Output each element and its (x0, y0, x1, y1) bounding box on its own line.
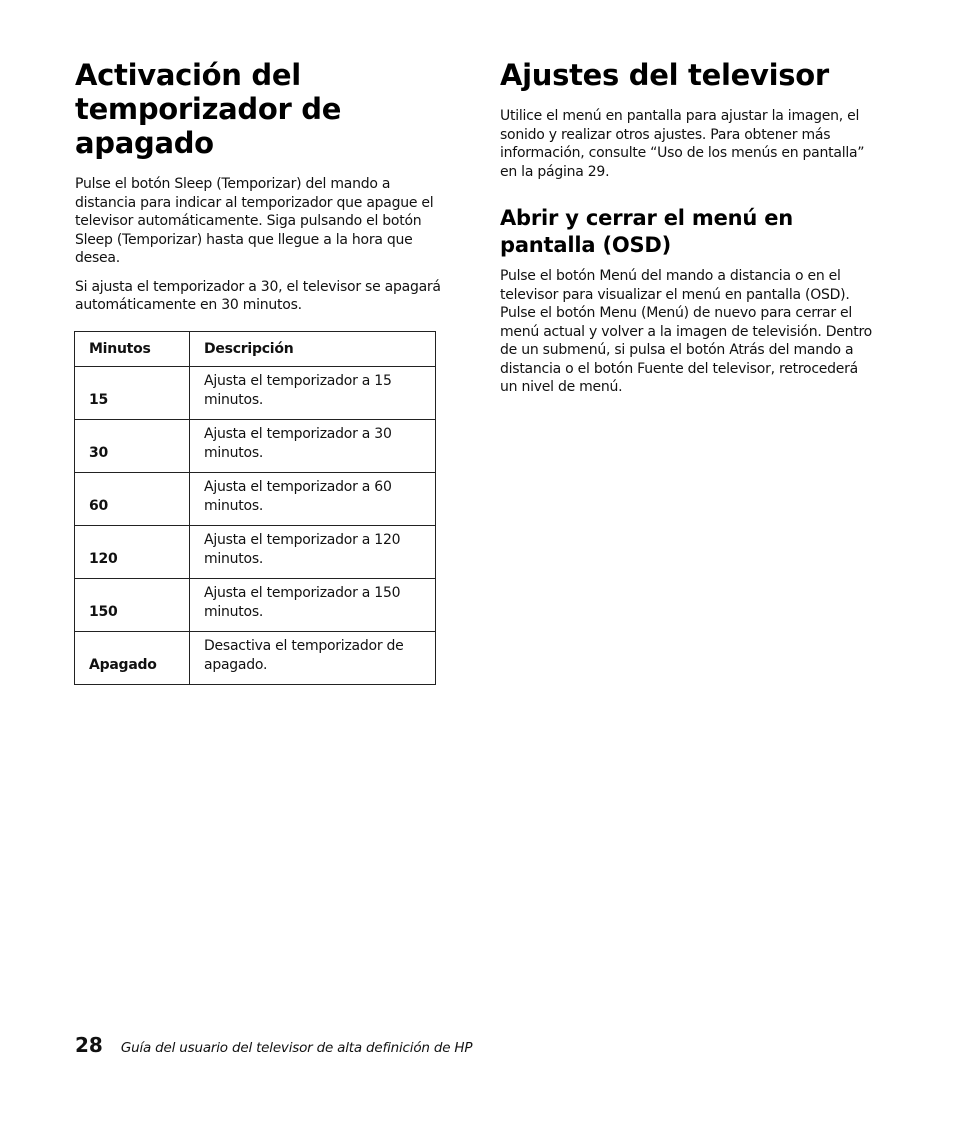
table-header-row (75, 332, 436, 367)
tv-settings-intro: Utilice el menú en pantalla para ajustar la imagen, el sonido y realizar otros ajustes. Para obtener más información, consulte “Uso de los menús en pantalla” en la página 29. (500, 108, 865, 180)
table-cell-minutes: Apagado (75, 632, 190, 685)
osd-section (500, 205, 872, 397)
table-row (75, 473, 436, 526)
table-row (75, 579, 436, 632)
table-cell-description: Ajusta el temporizador a 150 minutos. (190, 579, 436, 632)
sleep-timer-paragraph-2: Si ajusta el temporizador a 30, el televisor se apagará automáticamente en 30 minutos. (75, 278, 441, 313)
tv-settings-heading: Ajustes del televisor (500, 58, 829, 92)
table-header-minutes: Minutos (75, 332, 190, 367)
footer-title: Guía del usuario del televisor de alta definición de HP (120, 1040, 473, 1056)
table-row (75, 367, 436, 420)
table-cell-minutes: 120 (75, 526, 190, 579)
right-column (500, 58, 872, 407)
left-column (75, 58, 447, 325)
table-row (75, 632, 436, 685)
page-footer (75, 1033, 472, 1057)
page-number: 28 (75, 1033, 103, 1057)
table-cell-description: Ajusta el temporizador a 60 minutos. (190, 473, 436, 526)
osd-paragraph: Pulse el botón Menú del mando a distancia o en el televisor para visualizar el menú en pantalla (OSD). Pulse el botón Menu (Menú) de nuevo para cerrar el menú actual y volver a la imagen de televisión. Dentro de un submenú, si pulsa el botón Atrás del mando a distancia o el botón Fuente del televisor, retrocederá un nivel de menú. (500, 268, 872, 395)
table-cell-minutes: 15 (75, 367, 190, 420)
table-cell-minutes: 60 (75, 473, 190, 526)
sleep-timer-paragraph-1: Pulse el botón Sleep (Temporizar) del mando a distancia para indicar al temporizador que apague el televisor automáticamente. Siga pulsando el botón Sleep (Temporizar) hasta que llegue a la hora que desea. (75, 176, 434, 266)
table-cell-description: Ajusta el temporizador a 15 minutos. (190, 367, 436, 420)
table-cell-minutes: 30 (75, 420, 190, 473)
table-row (75, 526, 436, 579)
table-row (75, 420, 436, 473)
table-cell-description: Ajusta el temporizador a 30 minutos. (190, 420, 436, 473)
sleep-timer-table (74, 331, 436, 685)
table-cell-description: Ajusta el temporizador a 120 minutos. (190, 526, 436, 579)
table-header-description: Descripción (190, 332, 436, 367)
table-cell-minutes: 150 (75, 579, 190, 632)
table-cell-description: Desactiva el temporizador de apagado. (190, 632, 436, 685)
osd-subheading: Abrir y cerrar el menú en pantalla (OSD) (500, 206, 794, 257)
sleep-timer-heading: Activación del temporizador de apagado (75, 58, 342, 160)
